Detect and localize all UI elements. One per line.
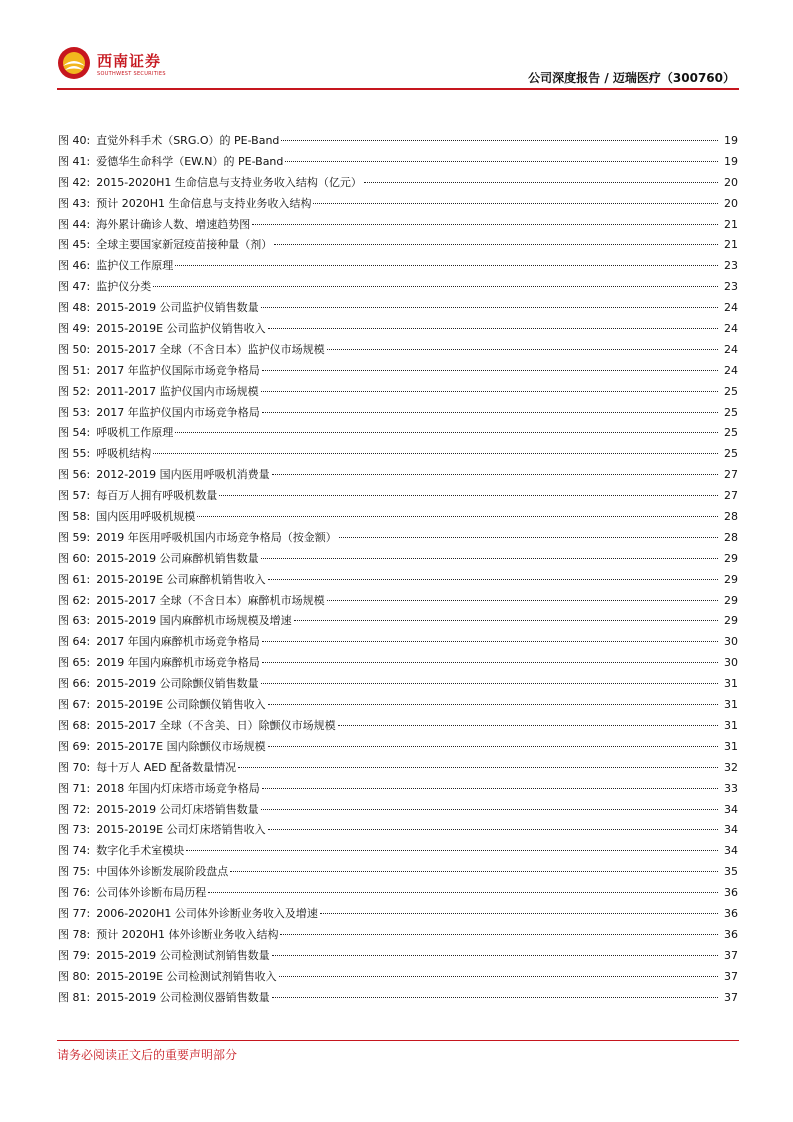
toc-entry[interactable]	[58, 194, 738, 215]
page-number: 33	[724, 781, 738, 795]
dot-leader	[364, 182, 718, 183]
toc-entry[interactable]	[58, 340, 738, 361]
figure-number: 图 43:	[58, 196, 91, 210]
toc-entry[interactable]	[58, 800, 738, 821]
page-number: 29	[724, 593, 738, 607]
page-number: 23	[724, 259, 738, 273]
page-number: 34	[724, 802, 738, 816]
page-number: 19	[724, 134, 738, 147]
figure-number: 图 76:	[58, 886, 91, 900]
dot-leader	[238, 767, 718, 768]
figure-title: 2015-2019 公司麻醉机销售数量	[96, 551, 259, 565]
toc-entry[interactable]	[58, 152, 738, 173]
footer-divider	[57, 1040, 739, 1041]
dot-leader	[153, 286, 718, 287]
page-number: 32	[724, 760, 738, 774]
toc-entry[interactable]	[58, 737, 738, 758]
page-number: 36	[724, 886, 738, 900]
figure-title: 监护仪分类	[96, 280, 152, 294]
page-number: 20	[724, 175, 738, 189]
page-number: 20	[724, 196, 738, 210]
figure-title: 2015-2017 全球（不含日本）麻醉机市场规模	[96, 593, 325, 607]
figure-number: 图 79:	[58, 948, 91, 962]
header-divider	[57, 88, 739, 90]
page-number: 30	[724, 656, 738, 670]
toc-entry[interactable]	[58, 988, 738, 1009]
dot-leader	[262, 412, 718, 413]
figure-number: 图 65:	[58, 656, 91, 670]
figure-title: 2015-2017E 国内除颤仪市场规模	[96, 739, 266, 753]
page-number: 19	[724, 154, 738, 168]
figure-number: 图 42:	[58, 175, 91, 189]
figure-number: 图 40:	[58, 134, 91, 147]
toc-entry[interactable]	[58, 695, 738, 716]
dot-leader	[261, 558, 718, 559]
figure-title: 数字化手术室模块	[96, 844, 185, 858]
figure-number: 图 69:	[58, 739, 91, 753]
dot-leader	[272, 474, 718, 475]
figure-number: 图 73:	[58, 823, 91, 837]
figure-title: 2015-2019 公司灯床塔销售数量	[96, 802, 259, 816]
figure-title: 2015-2019 公司除颤仪销售数量	[96, 677, 259, 691]
figure-number: 图 59:	[58, 530, 91, 544]
figure-title: 2015-2019 国内麻醉机市场规模及增速	[96, 614, 292, 628]
dot-leader	[327, 349, 718, 350]
figure-title: 2017 年监护仪国际市场竞争格局	[96, 363, 260, 377]
page-number: 34	[724, 844, 738, 858]
page-number: 25	[724, 426, 738, 440]
page-number: 31	[724, 718, 738, 732]
figure-number: 图 67:	[58, 698, 91, 712]
toc-entry[interactable]	[58, 967, 738, 988]
figure-number: 图 49:	[58, 322, 91, 336]
page-number: 28	[724, 510, 738, 524]
figure-number: 图 64:	[58, 635, 91, 649]
page-number: 37	[724, 990, 738, 1004]
figure-title: 2015-2017 全球（不含日本）监护仪市场规模	[96, 342, 325, 356]
dot-leader	[268, 579, 718, 580]
figure-number: 图 80:	[58, 969, 91, 983]
page-number: 23	[724, 280, 738, 294]
page-number: 27	[724, 468, 738, 482]
dot-leader	[261, 809, 718, 810]
figure-title: 2017 年监护仪国内市场竞争格局	[96, 405, 260, 419]
dot-leader	[262, 641, 718, 642]
dot-leader	[285, 161, 718, 162]
toc-entry[interactable]	[58, 361, 738, 382]
dot-leader	[280, 934, 718, 935]
toc-entry[interactable]	[58, 925, 738, 946]
toc-entry[interactable]	[58, 486, 738, 507]
dot-leader	[339, 537, 718, 538]
dot-leader	[268, 829, 718, 830]
figure-title: 预计 2020H1 体外诊断业务收入结构	[96, 927, 279, 941]
figure-number: 图 51:	[58, 363, 91, 377]
page-number: 31	[724, 739, 738, 753]
dot-leader	[327, 600, 718, 601]
toc-entry[interactable]	[58, 507, 738, 528]
figure-number: 图 70:	[58, 760, 91, 774]
figure-number: 图 68:	[58, 718, 91, 732]
figure-number: 图 66:	[58, 677, 91, 691]
footer-disclaimer: 请务必阅读正文后的重要声明部分	[57, 1048, 238, 1062]
figure-number: 图 56:	[58, 468, 91, 482]
page-number: 29	[724, 572, 738, 586]
figure-title: 2015-2019 公司检测试剂销售数量	[96, 948, 270, 962]
dot-leader	[262, 662, 718, 663]
dot-leader	[338, 725, 718, 726]
figure-title: 2015-2020H1 生命信息与支持业务收入结构（亿元）	[96, 175, 362, 189]
figure-number: 图 72:	[58, 802, 91, 816]
page-number: 25	[724, 447, 738, 461]
dot-leader	[208, 892, 718, 893]
toc-entry[interactable]	[58, 465, 738, 486]
toc-entry[interactable]	[58, 674, 738, 695]
toc-entry[interactable]	[58, 131, 738, 152]
report-title: 公司深度报告 / 迈瑞医疗（300760）	[528, 71, 735, 85]
figure-number: 图 41:	[58, 154, 91, 168]
figure-number: 图 44:	[58, 217, 91, 231]
toc-entry[interactable]	[58, 716, 738, 737]
figure-number: 图 58:	[58, 510, 91, 524]
toc-entry[interactable]	[58, 382, 738, 403]
page-number: 35	[724, 865, 738, 879]
figure-title: 2015-2019 公司监护仪销售数量	[96, 301, 259, 315]
dot-leader	[175, 265, 718, 266]
figure-title: 监护仪工作原理	[96, 259, 174, 273]
dot-leader	[262, 788, 718, 789]
southwest-securities-logo-icon	[57, 46, 91, 80]
toc-entry[interactable]	[58, 173, 738, 194]
figure-number: 图 63:	[58, 614, 91, 628]
toc-entry[interactable]	[58, 403, 738, 424]
toc-entry[interactable]	[58, 298, 738, 319]
toc-entry[interactable]	[58, 277, 738, 298]
page-number: 25	[724, 405, 738, 419]
figure-number: 图 81:	[58, 990, 91, 1004]
page-number: 25	[724, 384, 738, 398]
toc-entry[interactable]	[58, 528, 738, 549]
dot-leader	[294, 620, 718, 621]
figure-title: 中国体外诊断发展阶段盘点	[96, 865, 229, 879]
toc-entry[interactable]	[58, 319, 738, 340]
figure-title: 2015-2019 公司检测仪器销售数量	[96, 990, 270, 1004]
logo-chinese-name: 西南证券	[97, 52, 162, 70]
figure-title: 2015-2019E 公司监护仪销售收入	[96, 322, 266, 336]
page-header	[57, 44, 739, 90]
figure-title: 2015-2019E 公司检测试剂销售收入	[96, 969, 277, 983]
page-number: 28	[724, 530, 738, 544]
figure-number: 图 46:	[58, 259, 91, 273]
toc-entry[interactable]	[58, 570, 738, 591]
figure-title: 2015-2019E 公司除颤仪销售收入	[96, 698, 266, 712]
dot-leader	[313, 203, 718, 204]
figure-title: 2015-2019E 公司麻醉机销售收入	[96, 572, 266, 586]
dot-leader	[272, 955, 718, 956]
dot-leader	[320, 913, 718, 914]
logo-english-name: SOUTHWEST SECURITIES	[97, 71, 166, 77]
page-number: 24	[724, 363, 738, 377]
dot-leader	[186, 850, 718, 851]
page-number: 21	[724, 238, 738, 252]
toc-entry[interactable]	[58, 904, 738, 925]
dot-leader	[197, 516, 718, 517]
toc-entry[interactable]	[58, 215, 738, 236]
page-number: 31	[724, 698, 738, 712]
figure-number: 图 52:	[58, 384, 91, 398]
dot-leader	[252, 224, 718, 225]
page-number: 21	[724, 217, 738, 231]
figure-title: 预计 2020H1 生命信息与支持业务收入结构	[96, 196, 312, 210]
figure-title: 每十万人 AED 配备数量情况	[96, 760, 237, 774]
figure-number: 图 75:	[58, 865, 91, 879]
toc-entry[interactable]	[58, 611, 738, 632]
page-number: 34	[724, 823, 738, 837]
toc-entry[interactable]	[58, 444, 738, 465]
figure-title: 2015-2017 全球（不含美、日）除颤仪市场规模	[96, 718, 336, 732]
figure-number: 图 50:	[58, 342, 91, 356]
figure-title: 直觉外科手术（SRG.O）的 PE-Band	[96, 134, 280, 147]
figure-number: 图 47:	[58, 280, 91, 294]
page-number: 30	[724, 635, 738, 649]
figure-title: 2019 年医用呼吸机国内市场竞争格局（按金额）	[96, 530, 337, 544]
page-number: 24	[724, 301, 738, 315]
toc-entry[interactable]	[58, 653, 738, 674]
toc-entry[interactable]	[58, 549, 738, 570]
page-number: 24	[724, 322, 738, 336]
dot-leader	[219, 495, 718, 496]
figure-title: 每百万人拥有呼吸机数量	[96, 489, 218, 503]
page-number: 36	[724, 906, 738, 920]
dot-leader	[279, 976, 718, 977]
figure-title: 呼吸机结构	[96, 447, 152, 461]
figure-number: 图 60:	[58, 551, 91, 565]
figure-title: 海外累计确诊人数、增速趋势图	[96, 217, 251, 231]
dot-leader	[268, 704, 718, 705]
figure-number: 图 57:	[58, 489, 91, 503]
toc-entry[interactable]	[58, 423, 738, 444]
toc-entry[interactable]	[58, 779, 738, 800]
figure-number: 图 54:	[58, 426, 91, 440]
page-number: 24	[724, 342, 738, 356]
toc-entry[interactable]	[58, 820, 738, 841]
page-number: 37	[724, 969, 738, 983]
page-number: 31	[724, 677, 738, 691]
figure-title: 2015-2019E 公司灯床塔销售收入	[96, 823, 266, 837]
toc-entry[interactable]	[58, 591, 738, 612]
figure-list	[58, 131, 738, 1008]
figure-number: 图 55:	[58, 447, 91, 461]
dot-leader	[274, 244, 718, 245]
page-number: 36	[724, 927, 738, 941]
toc-entry[interactable]	[58, 632, 738, 653]
figure-number: 图 53:	[58, 405, 91, 419]
toc-entry[interactable]	[58, 862, 738, 883]
figure-title: 全球主要国家新冠疫苗接种量（剂）	[96, 238, 273, 252]
page-number: 29	[724, 614, 738, 628]
figure-title: 2012-2019 国内医用呼吸机消费量	[96, 468, 270, 482]
figure-title: 呼吸机工作原理	[96, 426, 174, 440]
dot-leader	[261, 683, 718, 684]
toc-entry[interactable]	[58, 841, 738, 862]
company-logo	[57, 46, 197, 86]
page-number: 27	[724, 489, 738, 503]
toc-entry[interactable]	[58, 235, 738, 256]
figure-number: 图 71:	[58, 781, 91, 795]
toc-entry[interactable]	[58, 946, 738, 967]
toc-entry[interactable]	[58, 256, 738, 277]
figure-title: 爱德华生命科学（EW.N）的 PE-Band	[96, 154, 284, 168]
dot-leader	[262, 370, 718, 371]
dot-leader	[268, 328, 718, 329]
dot-leader	[261, 307, 718, 308]
figure-title: 2006-2020H1 公司体外诊断业务收入及增速	[96, 906, 318, 920]
figure-number: 图 78:	[58, 927, 91, 941]
figure-title: 公司体外诊断布局历程	[96, 886, 207, 900]
figure-number: 图 45:	[58, 238, 91, 252]
dot-leader	[175, 432, 718, 433]
figure-number: 图 61:	[58, 572, 91, 586]
dot-leader	[268, 746, 718, 747]
figure-title: 2018 年国内灯床塔市场竞争格局	[96, 781, 260, 795]
figure-number: 图 48:	[58, 301, 91, 315]
figure-title: 2017 年国内麻醉机市场竞争格局	[96, 635, 260, 649]
dot-leader	[230, 871, 718, 872]
toc-entry[interactable]	[58, 758, 738, 779]
figure-number: 图 77:	[58, 906, 91, 920]
figure-title: 2011-2017 监护仪国内市场规模	[96, 384, 259, 398]
figure-number: 图 62:	[58, 593, 91, 607]
figure-title: 国内医用呼吸机规模	[96, 510, 196, 524]
page-number: 29	[724, 551, 738, 565]
toc-entry[interactable]	[58, 883, 738, 904]
dot-leader	[281, 140, 718, 141]
figure-title: 2019 年国内麻醉机市场竞争格局	[96, 656, 260, 670]
dot-leader	[261, 391, 718, 392]
page-number: 37	[724, 948, 738, 962]
dot-leader	[272, 997, 718, 998]
figure-number: 图 74:	[58, 844, 91, 858]
dot-leader	[153, 453, 718, 454]
